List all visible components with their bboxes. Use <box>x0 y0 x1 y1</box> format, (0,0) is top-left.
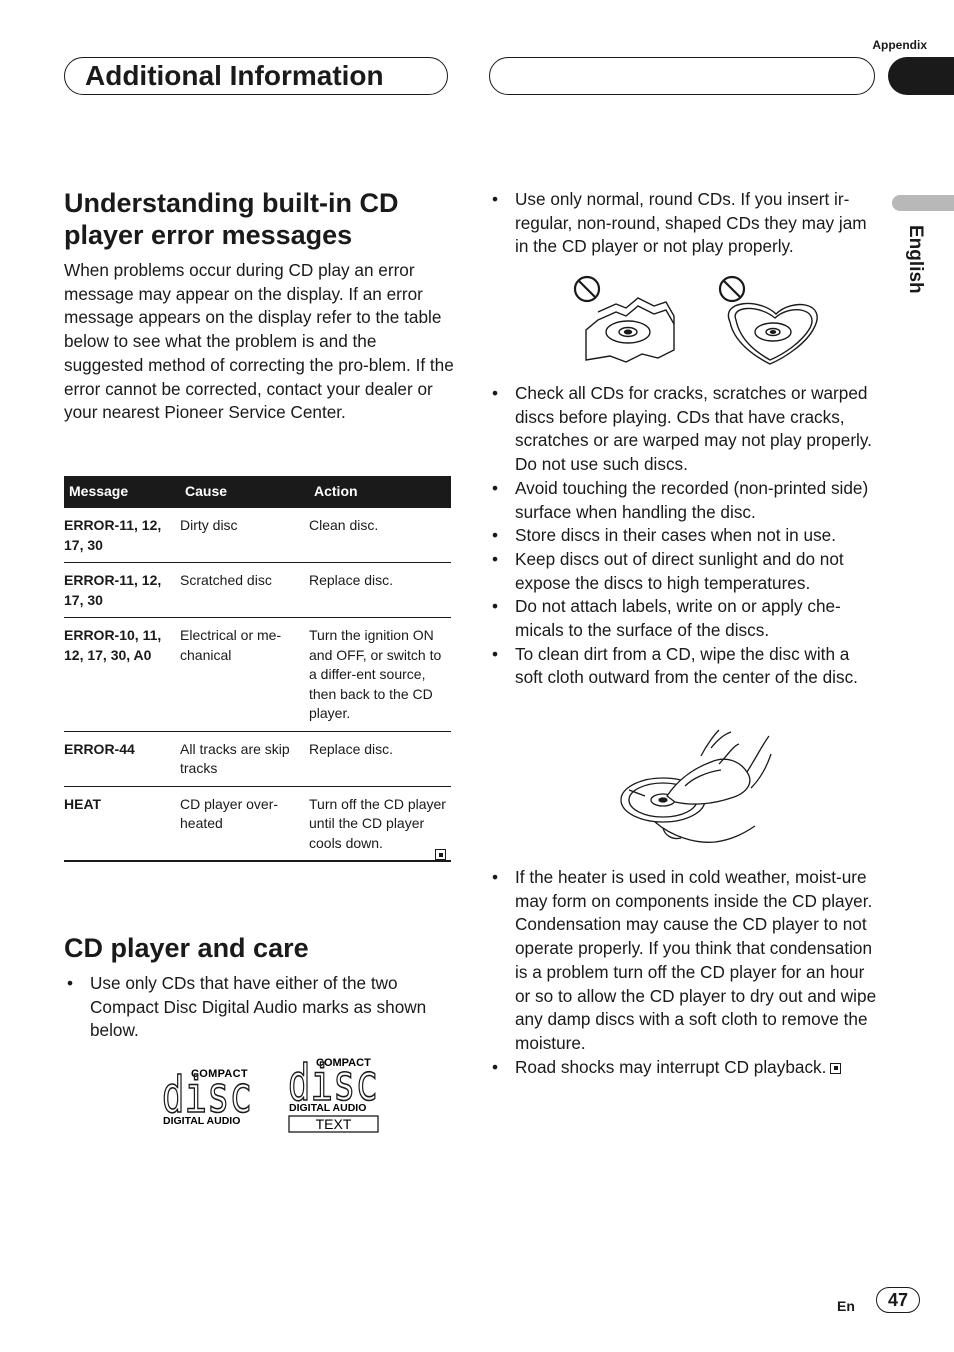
logo-disc-wordmark: disc <box>162 1066 252 1124</box>
cell-message: ERROR-44 <box>64 731 180 786</box>
list-item: • Use only CDs that have either of the two Compact Disc Digital Audio marks as shown below. <box>64 972 454 1043</box>
cell-message: ERROR-11, 12, 17, 30 <box>64 508 180 563</box>
language-code: En <box>837 1298 855 1314</box>
care-list-right-3 <box>489 866 881 1079</box>
logo-text-label: TEXT <box>315 1116 352 1132</box>
logo-disc-wordmark: disc <box>288 1054 378 1112</box>
section-label: Appendix <box>872 38 927 52</box>
cell-action: Turn off the CD player until the CD player cools down. <box>309 786 451 861</box>
logo-compact-text: COMPACT <box>316 1057 371 1069</box>
cell-action: Replace disc. <box>309 731 451 786</box>
cell-cause: Dirty disc <box>180 508 309 563</box>
heart-disc-icon <box>728 304 817 364</box>
header-action: Action <box>309 476 451 508</box>
list-item: • To clean dirt from a CD, wipe the disc with a soft cloth outward from the center of the disc. <box>489 643 881 690</box>
cloth-icon <box>667 759 750 804</box>
cell-cause: Scratched disc <box>180 563 309 618</box>
header-cause: Cause <box>180 476 309 508</box>
cell-cause: Electrical or me-chanical <box>180 618 309 732</box>
header-blank-pill <box>489 57 875 95</box>
table-row <box>64 563 451 618</box>
prohibited-icon <box>575 277 599 301</box>
shaped-disc-icon <box>586 298 674 362</box>
logo-compact-text: COMPACT <box>191 1068 248 1080</box>
compact-disc-digital-audio-text-logo <box>286 1054 382 1136</box>
header-message: Message <box>64 476 180 508</box>
section-end-mark-icon <box>435 849 446 860</box>
logo-digital-audio-text: DIGITAL AUDIO <box>163 1115 241 1127</box>
list-item: • Avoid touching the recorded (non-printed side) surface when handling the disc. <box>489 477 881 524</box>
table-row <box>64 508 451 563</box>
page-number: 47 <box>876 1287 920 1313</box>
errors-heading: Understanding built-in CD player error messages <box>64 188 399 250</box>
compact-disc-digital-audio-logo <box>160 1066 256 1128</box>
cell-cause: CD player over-heated <box>180 786 309 861</box>
error-table <box>64 476 451 862</box>
table-row <box>64 786 451 861</box>
list-item: • Check all CDs for cracks, scratches or warped discs before playing. CDs that have cracks, scratches or are warped may not play properly. Do not use such discs. <box>489 382 881 477</box>
logo-digital-audio-text: DIGITAL AUDIO <box>289 1102 367 1114</box>
list-item <box>489 1056 881 1080</box>
cell-message: ERROR-11, 12, 17, 30 <box>64 563 180 618</box>
section-end-mark-icon <box>830 1063 841 1074</box>
care-list-right-1 <box>489 188 881 259</box>
cell-action: Turn the ignition ON and OFF, or switch to a differ-ent source, then back to the CD player. <box>309 618 451 732</box>
disc-cleaning-illustration <box>615 726 775 852</box>
list-item: • Do not attach labels, write on or apply che-micals to the surface of the discs. <box>489 595 881 642</box>
care-list-left <box>64 972 454 1043</box>
cell-action: Replace disc. <box>309 563 451 618</box>
cell-message: HEAT <box>64 786 180 861</box>
error-table-wrap <box>64 476 451 862</box>
cell-action: Clean disc. <box>309 508 451 563</box>
table-header-row <box>64 476 451 508</box>
irregular-discs-prohibited-illustration <box>570 272 822 372</box>
care-list-right-2 <box>489 382 881 690</box>
errors-intro: When problems occur during CD play an error message may appear on the display. If an error message appears on the display refer to the table below to see what the problem is and the suggested method of correcting the pro-blem. If the error cannot be corrected, contact your dealer or your nearest Pioneer Service Center. <box>64 260 454 423</box>
table-row <box>64 731 451 786</box>
language-tab-marker <box>892 195 954 211</box>
cell-message: ERROR-10, 11, 12, 17, 30, A0 <box>64 618 180 732</box>
list-item: • Store discs in their cases when not in use. <box>489 524 881 548</box>
section-title-pill <box>64 57 448 95</box>
list-item: • Keep discs out of direct sunlight and do not expose the discs to high temperatures. <box>489 548 881 595</box>
list-item: • Use only normal, round CDs. If you insert ir-regular, non-round, shaped CDs they may jam in the CD player or not play properly. <box>489 188 881 259</box>
section-title: Additional Information <box>85 60 384 91</box>
care-heading: CD player and care <box>64 933 309 963</box>
table-row <box>64 618 451 732</box>
cell-cause: All tracks are skip tracks <box>180 731 309 786</box>
list-item-text: Road shocks may interrupt CD playback. <box>515 1056 827 1077</box>
chapter-tab <box>888 57 954 95</box>
prohibited-icon <box>720 277 744 301</box>
list-item: • If the heater is used in cold weather, moist-ure may form on components inside the CD player. Condensation may cause the CD player to not operate properly. If you think that condensation is a problem turn off the CD player for an hour or so to allow the CD player to dry out and wipe any damp discs with a soft cloth to remove the moisture. <box>489 866 881 1056</box>
language-label: English <box>905 225 926 294</box>
